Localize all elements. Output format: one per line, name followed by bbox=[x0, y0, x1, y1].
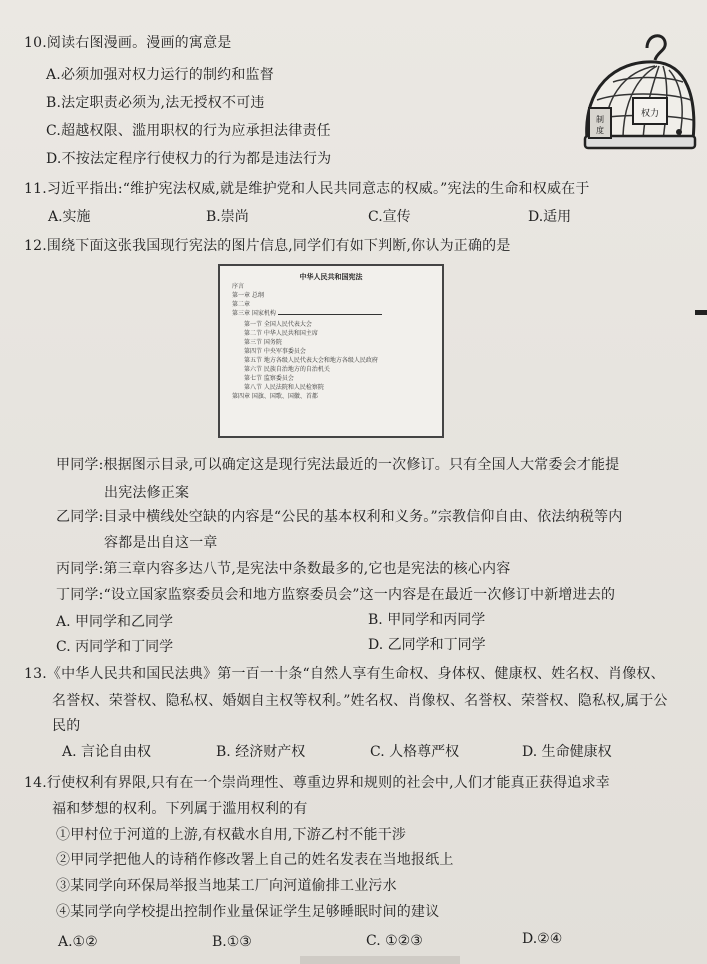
toc-line: 第一节 全国人民代表大会 bbox=[244, 321, 312, 328]
q11-stem: 11.习近平指出:“维护宪法权威,就是维护党和人民共同意志的权威。”宪法的生命和权威在于 bbox=[24, 181, 590, 197]
q12-statement-bing: 丙同学:第三章内容多达八节,是宪法中条数最多的,它也是宪法的核心内容 bbox=[56, 561, 511, 577]
toc-line: 第八节 人民法院和人民检察院 bbox=[244, 384, 324, 391]
q14-stem-line-1: 14.行使权利有界限,只有在一个崇尚理性、尊重边界和规则的社会中,人们才能真正获得追求幸 bbox=[24, 775, 610, 791]
q14-option-c: C. ①②③ bbox=[366, 933, 423, 949]
toc-line: 第五节 地方各级人民代表大会和地方各级人民政府 bbox=[244, 357, 378, 364]
q12-statement-jia-cont: 出宪法修正案 bbox=[104, 485, 190, 501]
q13-stem-line-2: 名誉权、荣誉权、隐私权、婚姻自主权等权利。”姓名权、肖像权、名誉权、荣誉权、隐私权,属于公 bbox=[52, 693, 668, 709]
q10-option-a: A.必须加强对权力运行的制约和监督 bbox=[46, 67, 274, 83]
q13-option-a: A. 言论自由权 bbox=[62, 744, 152, 760]
q11-option-a: A.实施 bbox=[48, 209, 91, 225]
q14-option-d: D.②④ bbox=[522, 931, 563, 947]
toc-line: 第三章 国家机构 bbox=[232, 310, 276, 317]
birdcage-cartoon bbox=[575, 28, 700, 158]
q14-item-4: ④某同学向学校提出控制作业量保证学生足够睡眠时间的建议 bbox=[56, 904, 440, 920]
q13-option-b: B. 经济财产权 bbox=[216, 744, 306, 760]
q14-item-3: ③某同学向环保局举报当地某工厂向河道偷排工业污水 bbox=[56, 878, 397, 894]
q14-stem-line-2: 福和梦想的权利。下列属于滥用权利的有 bbox=[52, 801, 308, 817]
q10-option-b: B.法定职责必须为,法无授权不可违 bbox=[46, 95, 265, 111]
q11-option-c: C.宣传 bbox=[368, 209, 411, 225]
q12-option-c: C. 丙同学和丁同学 bbox=[56, 639, 174, 655]
q14-item-1: ①甲村位于河道的上游,有权截水自用,下游乙村不能干涉 bbox=[56, 827, 407, 843]
cartoon-label-system-1: 制 bbox=[596, 115, 604, 124]
toc-line: 第六节 民族自治地方的自治机关 bbox=[244, 366, 330, 373]
cage-hook-icon bbox=[647, 36, 665, 60]
toc-line: 第二章 bbox=[232, 301, 251, 308]
q12-statement-yi-cont: 容都是出自这一章 bbox=[104, 535, 218, 551]
q11-option-d: D.适用 bbox=[528, 209, 572, 225]
q14-item-2: ②甲同学把他人的诗稍作修改署上自己的姓名发表在当地报纸上 bbox=[56, 852, 454, 868]
constitution-toc-image bbox=[218, 264, 444, 438]
q13-option-d: D. 生命健康权 bbox=[522, 744, 612, 760]
toc-line: 第四节 中央军事委员会 bbox=[244, 348, 306, 355]
q12-stem: 12.围绕下面这张我国现行宪法的图片信息,同学们有如下判断,你认为正确的是 bbox=[24, 238, 511, 254]
cartoon-label-system-2: 度 bbox=[596, 126, 604, 135]
q10-option-d: D.不按法定程序行使权力的行为都是违法行为 bbox=[46, 151, 332, 167]
q12-option-a: A. 甲同学和乙同学 bbox=[56, 614, 174, 630]
toc-line: 序言 bbox=[232, 283, 245, 290]
q13-option-c: C. 人格尊严权 bbox=[370, 744, 460, 760]
q11-option-b: B.崇尚 bbox=[206, 209, 249, 225]
q10-stem: 10.阅读右图漫画。漫画的寓意是 bbox=[24, 35, 232, 51]
q10-option-c: C.超越权限、滥用职权的行为应承担法律责任 bbox=[46, 123, 331, 139]
q13-stem-line-3: 民的 bbox=[52, 718, 81, 734]
q12-option-d: D. 乙同学和丁同学 bbox=[368, 637, 486, 653]
q14-option-b: B.①③ bbox=[212, 934, 252, 950]
constitution-title: 中华人民共和国宪法 bbox=[299, 272, 363, 281]
q12-option-b: B. 甲同学和丙同学 bbox=[368, 612, 486, 628]
toc-line: 第七节 监察委员会 bbox=[244, 375, 294, 382]
toc-blank-line bbox=[278, 314, 382, 315]
q12-statement-jia: 甲同学:根据图示目录,可以确定这是现行宪法最近的一次修订。只有全国人大常委会才能提 bbox=[56, 457, 620, 473]
toc-line: 第三节 国务院 bbox=[244, 339, 282, 346]
q13-stem-line-1: 13.《中华人民共和国民法典》第一百一十条“自然人享有生命权、身体权、健康权、姓名权、肖像权、 bbox=[24, 666, 665, 682]
cartoon-label-power: 权力 bbox=[640, 109, 660, 119]
toc-line: 第二节 中华人民共和国主席 bbox=[244, 330, 318, 337]
q12-statement-yi: 乙同学:目录中横线处空缺的内容是“公民的基本权利和义务。”宗教信仰自由、依法纳税等内 bbox=[56, 509, 623, 525]
page-edge-mark bbox=[695, 310, 707, 315]
toc-line: 第一章 总纲 bbox=[232, 292, 264, 299]
q12-statement-ding: 丁同学:“设立国家监察委员会和地方监察委员会”这一内容是在最近一次修订中新增进去的 bbox=[56, 587, 616, 603]
q14-option-a: A.①② bbox=[58, 934, 98, 950]
toc-line: 第四章 国旗、国歌、国徽、首都 bbox=[232, 393, 318, 400]
page-footer-bar bbox=[300, 956, 460, 964]
